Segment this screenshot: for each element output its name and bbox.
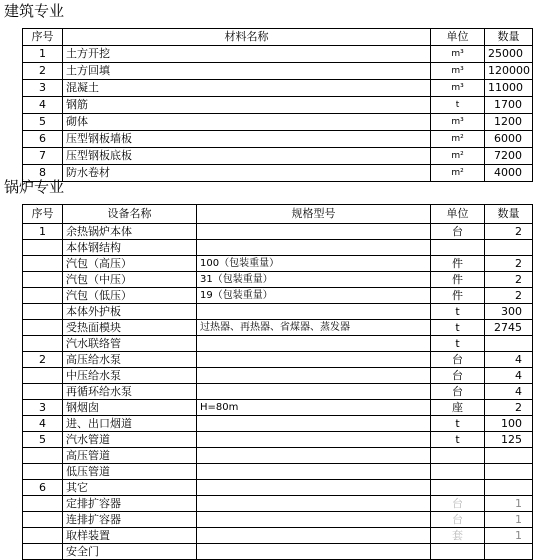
table-row bbox=[23, 46, 533, 63]
row-no bbox=[23, 288, 63, 304]
header-qty: 数量 bbox=[485, 205, 533, 224]
unit: 台 bbox=[431, 496, 485, 512]
table-row bbox=[23, 165, 533, 182]
material-name: 压型钢板底板 bbox=[63, 148, 431, 165]
unit: t bbox=[431, 320, 485, 336]
equipment-name: 汽包（低压） bbox=[63, 288, 197, 304]
construction-section-title: 建筑专业 bbox=[4, 2, 65, 20]
spec bbox=[197, 544, 431, 560]
quantity: 4 bbox=[485, 352, 533, 368]
quantity: 4 bbox=[485, 368, 533, 384]
row-no: 2 bbox=[23, 352, 63, 368]
unit: m² bbox=[431, 131, 485, 148]
unit: m³ bbox=[431, 114, 485, 131]
equipment-name: 取样装置 bbox=[63, 528, 197, 544]
construction-table bbox=[22, 28, 533, 182]
equipment-name: 进、出口烟道 bbox=[63, 416, 197, 432]
table-row bbox=[23, 256, 533, 272]
unit bbox=[431, 464, 485, 480]
header-no: 序号 bbox=[23, 29, 63, 46]
material-name: 钢筋 bbox=[63, 97, 431, 114]
table-row bbox=[23, 512, 533, 528]
table-row bbox=[23, 63, 533, 80]
table-row bbox=[23, 400, 533, 416]
table-row bbox=[23, 464, 533, 480]
row-no: 6 bbox=[23, 480, 63, 496]
row-no bbox=[23, 240, 63, 256]
unit bbox=[431, 240, 485, 256]
quantity: 7200 bbox=[485, 148, 533, 165]
equipment-name: 余热锅炉本体 bbox=[63, 224, 197, 240]
row-no: 2 bbox=[23, 63, 63, 80]
equipment-name: 汽水管道 bbox=[63, 432, 197, 448]
row-no: 1 bbox=[23, 46, 63, 63]
row-no bbox=[23, 512, 63, 528]
unit: 台 bbox=[431, 352, 485, 368]
unit: 台 bbox=[431, 384, 485, 400]
quantity bbox=[485, 336, 533, 352]
spec: 31（包装重量） bbox=[197, 272, 431, 288]
row-no: 1 bbox=[23, 224, 63, 240]
table-row bbox=[23, 304, 533, 320]
quantity: 120000 bbox=[485, 63, 533, 80]
equipment-name: 汽包（高压） bbox=[63, 256, 197, 272]
quantity: 2 bbox=[485, 400, 533, 416]
row-no bbox=[23, 304, 63, 320]
unit: m³ bbox=[431, 80, 485, 97]
construction-header-row bbox=[23, 29, 533, 46]
table-row bbox=[23, 368, 533, 384]
quantity: 300 bbox=[485, 304, 533, 320]
equipment-name: 再循环给水泵 bbox=[63, 384, 197, 400]
equipment-name: 汽包（中压） bbox=[63, 272, 197, 288]
table-row bbox=[23, 432, 533, 448]
equipment-name: 本体外护板 bbox=[63, 304, 197, 320]
equipment-name: 低压管道 bbox=[63, 464, 197, 480]
spec: 过热器、再热器、省煤器、蒸发器 bbox=[197, 320, 431, 336]
unit bbox=[431, 480, 485, 496]
row-no bbox=[23, 256, 63, 272]
row-no: 7 bbox=[23, 148, 63, 165]
equipment-name: 定排扩容器 bbox=[63, 496, 197, 512]
material-name: 土方开挖 bbox=[63, 46, 431, 63]
unit: 件 bbox=[431, 288, 485, 304]
row-no bbox=[23, 544, 63, 560]
boiler-section-title: 锅炉专业 bbox=[4, 178, 65, 196]
equipment-name: 其它 bbox=[63, 480, 197, 496]
row-no: 4 bbox=[23, 97, 63, 114]
row-no: 3 bbox=[23, 80, 63, 97]
spec bbox=[197, 528, 431, 544]
quantity bbox=[485, 464, 533, 480]
row-no bbox=[23, 528, 63, 544]
table-row bbox=[23, 496, 533, 512]
spec bbox=[197, 512, 431, 528]
quantity: 1 bbox=[485, 496, 533, 512]
table-row bbox=[23, 148, 533, 165]
row-no: 6 bbox=[23, 131, 63, 148]
row-no: 5 bbox=[23, 432, 63, 448]
table-row bbox=[23, 544, 533, 560]
quantity bbox=[485, 448, 533, 464]
table-row bbox=[23, 480, 533, 496]
spec bbox=[197, 384, 431, 400]
table-row bbox=[23, 97, 533, 114]
unit: t bbox=[431, 336, 485, 352]
table-row bbox=[23, 131, 533, 148]
table-row bbox=[23, 352, 533, 368]
unit bbox=[431, 448, 485, 464]
row-no bbox=[23, 496, 63, 512]
spec bbox=[197, 240, 431, 256]
table-row bbox=[23, 416, 533, 432]
row-no bbox=[23, 336, 63, 352]
quantity: 2 bbox=[485, 256, 533, 272]
unit: 座 bbox=[431, 400, 485, 416]
table-row bbox=[23, 528, 533, 544]
unit: 套 bbox=[431, 528, 485, 544]
table-row bbox=[23, 320, 533, 336]
equipment-name: 高压给水泵 bbox=[63, 352, 197, 368]
table-row bbox=[23, 448, 533, 464]
quantity: 4 bbox=[485, 384, 533, 400]
spec bbox=[197, 464, 431, 480]
row-no: 5 bbox=[23, 114, 63, 131]
row-no bbox=[23, 448, 63, 464]
material-name: 压型钢板墙板 bbox=[63, 131, 431, 148]
table-row bbox=[23, 114, 533, 131]
quantity: 1200 bbox=[485, 114, 533, 131]
equipment-name: 钢烟囱 bbox=[63, 400, 197, 416]
table-row bbox=[23, 336, 533, 352]
unit: t bbox=[431, 416, 485, 432]
row-no bbox=[23, 272, 63, 288]
spec bbox=[197, 368, 431, 384]
spec: 19（包装重量） bbox=[197, 288, 431, 304]
unit: t bbox=[431, 97, 485, 114]
spec: H=80m bbox=[197, 400, 431, 416]
quantity: 2 bbox=[485, 272, 533, 288]
quantity: 2 bbox=[485, 288, 533, 304]
spec bbox=[197, 352, 431, 368]
header-unit: 单位 bbox=[431, 205, 485, 224]
unit: t bbox=[431, 432, 485, 448]
material-name: 土方回填 bbox=[63, 63, 431, 80]
table-row bbox=[23, 288, 533, 304]
unit: t bbox=[431, 304, 485, 320]
header-material-name: 材料名称 bbox=[63, 29, 431, 46]
table-row bbox=[23, 224, 533, 240]
quantity: 4000 bbox=[485, 165, 533, 182]
equipment-name: 汽水联络管 bbox=[63, 336, 197, 352]
header-spec: 规格型号 bbox=[197, 205, 431, 224]
quantity: 2745 bbox=[485, 320, 533, 336]
spec bbox=[197, 432, 431, 448]
unit: m³ bbox=[431, 63, 485, 80]
equipment-name: 安全门 bbox=[63, 544, 197, 560]
unit: 台 bbox=[431, 224, 485, 240]
table-row bbox=[23, 240, 533, 256]
spec bbox=[197, 416, 431, 432]
quantity: 1700 bbox=[485, 97, 533, 114]
quantity: 100 bbox=[485, 416, 533, 432]
equipment-name: 连排扩容器 bbox=[63, 512, 197, 528]
spec bbox=[197, 480, 431, 496]
spec bbox=[197, 224, 431, 240]
header-no: 序号 bbox=[23, 205, 63, 224]
boiler-table bbox=[22, 204, 533, 560]
row-no: 8 bbox=[23, 165, 63, 182]
material-name: 防水卷材 bbox=[63, 165, 431, 182]
unit: 件 bbox=[431, 256, 485, 272]
quantity bbox=[485, 544, 533, 560]
header-unit: 单位 bbox=[431, 29, 485, 46]
unit: 台 bbox=[431, 368, 485, 384]
spec bbox=[197, 304, 431, 320]
material-name: 砌体 bbox=[63, 114, 431, 131]
spec bbox=[197, 496, 431, 512]
header-qty: 数量 bbox=[485, 29, 533, 46]
table-row bbox=[23, 80, 533, 97]
quantity: 125 bbox=[485, 432, 533, 448]
quantity: 1 bbox=[485, 528, 533, 544]
quantity bbox=[485, 240, 533, 256]
unit: 台 bbox=[431, 512, 485, 528]
row-no: 4 bbox=[23, 416, 63, 432]
unit: m² bbox=[431, 148, 485, 165]
quantity: 2 bbox=[485, 224, 533, 240]
unit: m² bbox=[431, 165, 485, 182]
quantity: 6000 bbox=[485, 131, 533, 148]
spec bbox=[197, 336, 431, 352]
equipment-name: 受热面模块 bbox=[63, 320, 197, 336]
spec bbox=[197, 448, 431, 464]
boiler-header-row bbox=[23, 205, 533, 224]
row-no bbox=[23, 368, 63, 384]
quantity: 11000 bbox=[485, 80, 533, 97]
unit: 件 bbox=[431, 272, 485, 288]
spec: 100（包装重量） bbox=[197, 256, 431, 272]
equipment-name: 高压管道 bbox=[63, 448, 197, 464]
row-no: 3 bbox=[23, 400, 63, 416]
table-row bbox=[23, 384, 533, 400]
row-no bbox=[23, 384, 63, 400]
material-name: 混凝土 bbox=[63, 80, 431, 97]
row-no bbox=[23, 464, 63, 480]
table-row bbox=[23, 272, 533, 288]
quantity bbox=[485, 480, 533, 496]
header-equipment-name: 设备名称 bbox=[63, 205, 197, 224]
quantity: 1 bbox=[485, 512, 533, 528]
equipment-name: 中压给水泵 bbox=[63, 368, 197, 384]
equipment-name: 本体钢结构 bbox=[63, 240, 197, 256]
unit bbox=[431, 544, 485, 560]
row-no bbox=[23, 320, 63, 336]
unit: m³ bbox=[431, 46, 485, 63]
quantity: 25000 bbox=[485, 46, 533, 63]
